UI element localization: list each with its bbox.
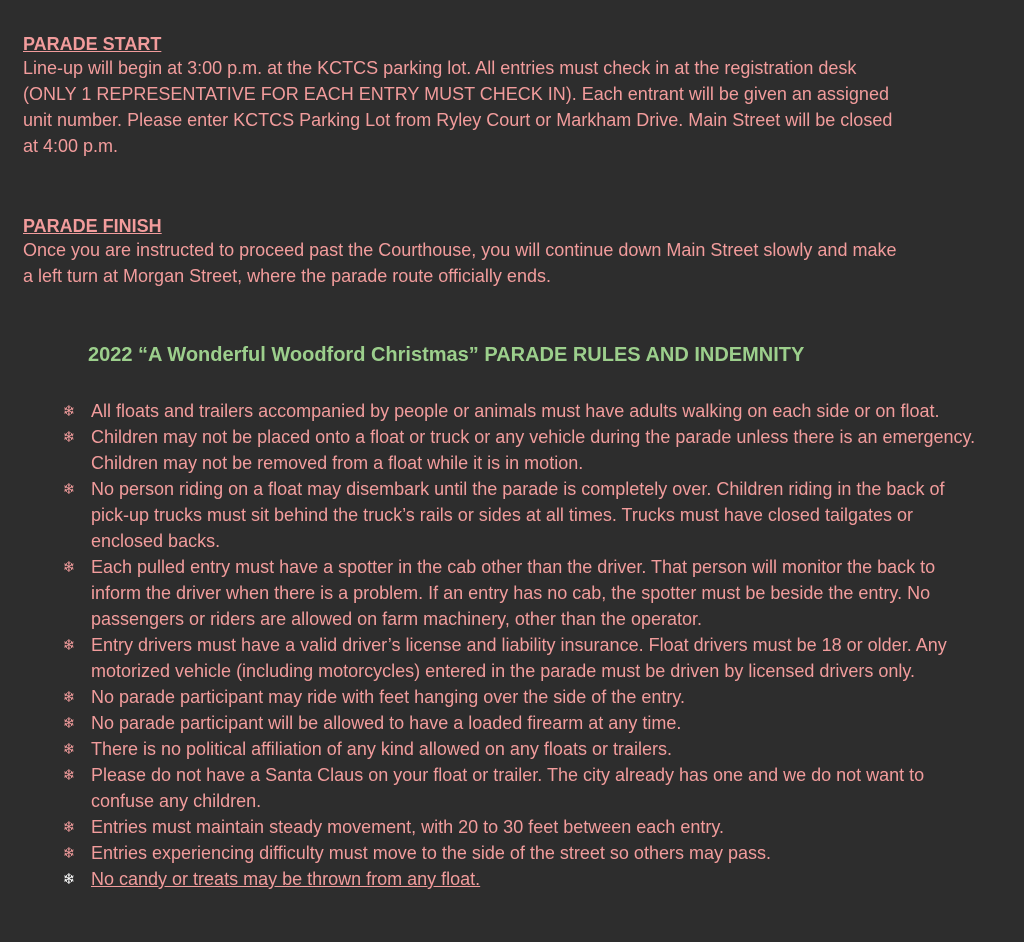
text-line: No candy or treats may be thrown from any float.	[91, 869, 481, 889]
rules-list	[60, 398, 1015, 892]
parade-finish-text	[23, 237, 983, 289]
text-line: No parade participant will be allowed to have a loaded firearm at any time.	[91, 713, 682, 733]
text-line: Children may not be placed onto a float or truck or any vehicle during the parade unless there is an emergency.	[91, 427, 976, 447]
snowflake-icon: ❄	[62, 558, 76, 576]
rule-item	[60, 840, 1015, 866]
text-line: Each pulled entry must have a spotter in the cab other than the driver. That person will monitor the back to	[91, 557, 936, 577]
text-line: pick-up trucks must sit behind the truck’s rails or sides at all times. Trucks must have closed tailgates or	[91, 505, 913, 525]
text-line: inform the driver when there is a problem. If an entry has no cab, the spotter must be beside the entry. No	[91, 583, 931, 603]
text-line: All floats and trailers accompanied by people or animals must have adults walking on each side or on float.	[91, 401, 940, 421]
snowflake-icon: ❄	[62, 714, 76, 732]
parade-start-text	[23, 55, 983, 159]
rule-item	[60, 476, 1015, 554]
text-line: There is no political affiliation of any kind allowed on any floats or trailers.	[91, 739, 672, 759]
snowflake-icon: ❄	[62, 688, 76, 706]
text-line: unit number. Please enter KCTCS Parking Lot from Ryley Court or Markham Drive. Main Street will be closed	[23, 110, 893, 130]
rule-item	[60, 684, 1015, 710]
snowflake-icon: ❄	[62, 402, 76, 420]
rule-item	[60, 736, 1015, 762]
text-line: enclosed backs.	[91, 531, 221, 551]
parade-finish-section	[23, 215, 983, 289]
text-line: (ONLY 1 REPRESENTATIVE FOR EACH ENTRY MUST CHECK IN). Each entrant will be given an assigned	[23, 84, 889, 104]
text-line: Children may not be removed from a float while it is in motion.	[91, 453, 584, 473]
text-line: at 4:00 p.m.	[23, 136, 119, 156]
text-line: Entry drivers must have a valid driver’s license and liability insurance. Float drivers must be 18 or older. Any	[91, 635, 947, 655]
text-line: motorized vehicle (including motorcycles) entered in the parade must be driven by licensed drivers only.	[91, 661, 916, 681]
rule-item	[60, 866, 1015, 892]
snowflake-icon: ❄	[62, 740, 76, 758]
parade-start-heading: PARADE START	[23, 34, 162, 54]
text-line: Entries experiencing difficulty must move to the side of the street so others may pass.	[91, 843, 771, 863]
snowflake-icon: ❄	[62, 428, 76, 446]
parade-start-section	[23, 33, 983, 159]
snowflake-icon: ❄	[62, 844, 76, 862]
text-line: Entries must maintain steady movement, with 20 to 30 feet between each entry.	[91, 817, 724, 837]
rule-item	[60, 398, 1015, 424]
text-line: Once you are instructed to proceed past the Courthouse, you will continue down Main Street slowly and make	[23, 240, 897, 260]
snowflake-icon: ❄	[62, 766, 76, 784]
snowflake-icon: ❄	[62, 818, 76, 836]
text-line: Please do not have a Santa Claus on your float or trailer. The city already has one and we do not want to	[91, 765, 925, 785]
rule-item	[60, 632, 1015, 684]
rule-item	[60, 554, 1015, 632]
text-line: No person riding on a float may disembark until the parade is completely over. Children riding in the back of	[91, 479, 945, 499]
text-line: Line-up will begin at 3:00 p.m. at the KCTCS parking lot. All entries must check in at the registration desk	[23, 58, 857, 78]
text-line: confuse any children.	[91, 791, 262, 811]
rule-item	[60, 710, 1015, 736]
parade-finish-heading: PARADE FINISH	[23, 216, 162, 236]
snowflake-icon: ❄	[62, 636, 76, 654]
rule-item	[60, 424, 1015, 476]
snowflake-icon: ❄	[62, 870, 76, 888]
snowflake-icon: ❄	[62, 480, 76, 498]
text-line: No parade participant may ride with feet hanging over the side of the entry.	[91, 687, 686, 707]
text-line: passengers or riders are allowed on farm machinery, other than the operator.	[91, 609, 702, 629]
rule-item	[60, 814, 1015, 840]
rules-title: 2022 “A Wonderful Woodford Christmas” PARADE RULES AND INDEMNITY	[88, 344, 805, 366]
text-line: a left turn at Morgan Street, where the parade route officially ends.	[23, 266, 551, 286]
rule-item	[60, 762, 1015, 814]
